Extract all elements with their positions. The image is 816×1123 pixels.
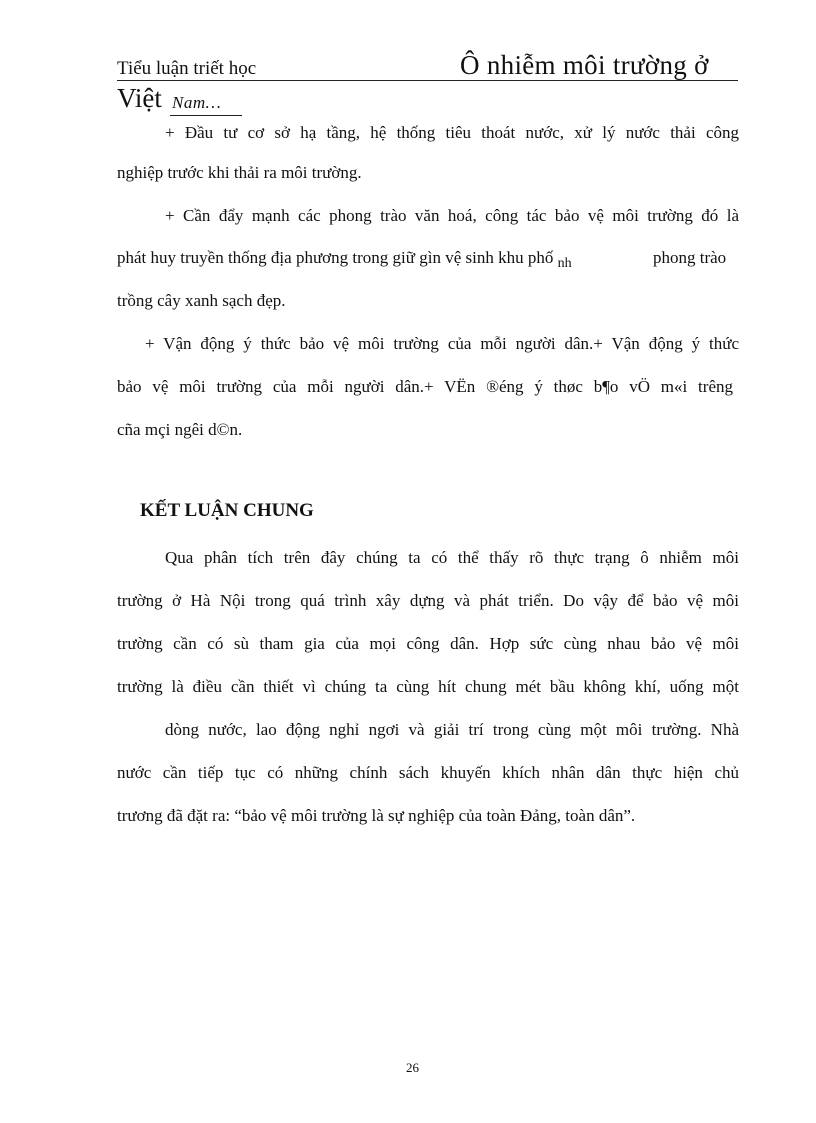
conclusion-line-6: nước cần tiếp tục có những chính sách khuyến khích nhân dân thực hiện chủ xyxy=(117,763,739,782)
header-viet: Việt xyxy=(117,83,162,113)
paragraph-3-line-1: + Vận động ý thức bảo vệ môi trường của mỗi người dân.+ Vận động ý thức xyxy=(145,334,739,353)
page-number: 26 xyxy=(406,1060,419,1075)
conclusion-line-7: trương đã đặt ra: “bảo vệ môi trường là sự nghiệp của toàn Đảng, toàn dân”. xyxy=(117,806,636,825)
conclusion-line-4: trường là điều cần thiết vì chúng ta cùng hít chung mét bầu không khí, uống một xyxy=(117,677,739,696)
conclusion-line-5: dòng nước, lao động nghỉ ngơi và giải trí trong cùng một môi trường. Nhà xyxy=(165,720,739,739)
conclusion-line-2: trường ở Hà Nội trong quá trình xây dựng và phát triển. Do vậy để bảo vệ môi xyxy=(117,591,739,610)
section-heading: KẾT LUẬN CHUNG xyxy=(140,500,314,521)
paragraph-3-line-2: bảo vệ môi trường của mỗi người dân.+ VËn ®éng ý thøc b¶o vÖ m«i trêng xyxy=(117,377,733,396)
header-nam: Nam… xyxy=(172,93,222,112)
conclusion-line-3: trường cần có sù tham gia của mọi công dân. Hợp sức cùng nhau bảo vệ môi xyxy=(117,634,739,653)
paragraph-1-line-2: nghiệp trước khi thải ra môi trường. xyxy=(117,163,362,182)
paragraph-2-line-3: trồng cây xanh sạch đẹp. xyxy=(117,291,286,310)
paragraph-1-line-1: + Đầu tư cơ sở hạ tầng, hệ thống tiêu thoát nước, xử lý nước thải công xyxy=(165,123,739,142)
paragraph-2-line-2-end: phong trào xyxy=(653,248,727,267)
conclusion-line-1: Qua phân tích trên đây chúng ta có thể thấy rõ thực trạng ô nhiễm môi xyxy=(165,548,739,567)
paragraph-2-subscript: nh xyxy=(557,256,572,271)
header-left-title: Tiểu luận triết học xyxy=(117,58,257,79)
paragraph-2-line-2-text: phát huy truyền thống địa phương trong giữ gìn vệ sinh khu phố xyxy=(117,248,554,267)
header-underline xyxy=(170,115,242,116)
paragraph-3-line-3: cña mçi ngêi d©n. xyxy=(117,420,243,439)
paragraph-2-line-2 xyxy=(117,248,572,270)
header-rule xyxy=(117,80,738,81)
header-right-title: Ô nhiễm môi trường ở xyxy=(460,50,709,80)
paragraph-2-line-1: + Cần đẩy mạnh các phong trào văn hoá, công tác bảo vệ môi trường đó là xyxy=(165,206,739,225)
